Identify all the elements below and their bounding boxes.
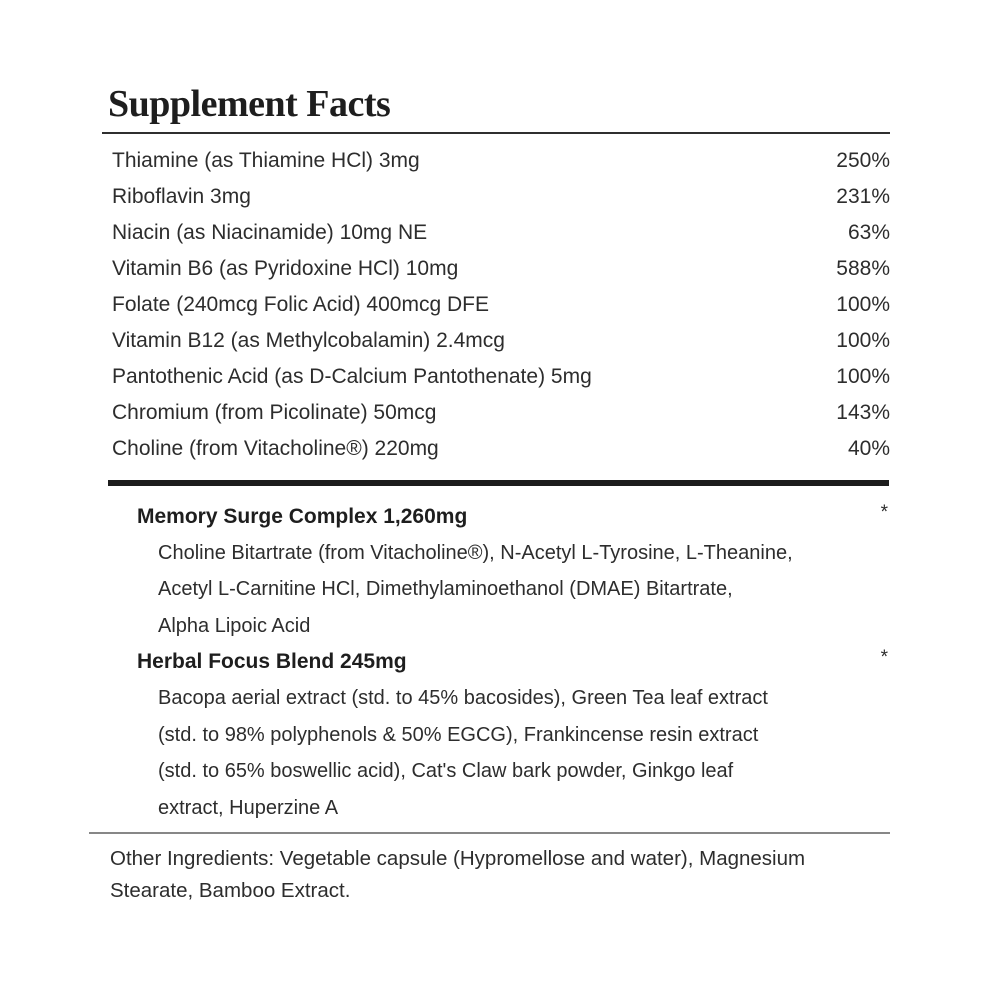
- blend-ingredient-line: extract, Huperzine A: [158, 796, 339, 819]
- nutrient-name: Chromium (from Picolinate) 50mcg: [112, 401, 437, 424]
- blend-daily-value-asterisk: *: [880, 501, 888, 523]
- nutrient-name: Riboflavin 3mg: [112, 185, 251, 208]
- nutrient-daily-value: 63%: [847, 221, 890, 244]
- title-divider: [102, 132, 890, 134]
- nutrient-daily-value: 588%: [836, 257, 890, 280]
- blend-ingredient-line: Choline Bitartrate (from Vitacholine®), N-Acetyl L-Tyrosine, L-Theanine,: [158, 541, 793, 564]
- blend-header: [89, 644, 890, 680]
- nutrient-name: Choline (from Vitacholine®) 220mg: [112, 437, 439, 460]
- blend-ingredient-line: Bacopa aerial extract (std. to 45% bacosides), Green Tea leaf extract: [158, 687, 768, 709]
- panel-title: Supplement Facts: [108, 83, 391, 125]
- blend-list: [89, 499, 890, 827]
- blend-daily-value-asterisk: *: [880, 647, 888, 668]
- nutrient-daily-value: 40%: [847, 437, 890, 460]
- footer-divider: [89, 832, 890, 834]
- blend-ingredient-line: (std. to 65% boswellic acid), Cat's Claw bark powder, Ginkgo leaf: [158, 760, 734, 782]
- blend-ingredient-line: (std. to 98% polyphenols & 50% EGCG), Frankincense resin extract: [158, 723, 759, 746]
- nutrient-daily-value: 100%: [836, 329, 890, 352]
- nutrient-name: Pantothenic Acid (as D-Calcium Pantothenate) 5mg: [112, 365, 592, 388]
- nutrient-row: [89, 395, 890, 431]
- nutrient-row: [89, 215, 890, 251]
- nutrient-name: Thiamine (as Thiamine HCl) 3mg: [112, 149, 420, 172]
- nutrient-row: [89, 251, 890, 287]
- nutrient-name: Vitamin B6 (as Pyridoxine HCl) 10mg: [112, 257, 459, 280]
- blend-name: Memory Surge Complex 1,260mg: [137, 504, 468, 528]
- nutrient-row: [89, 323, 890, 359]
- nutrient-daily-value: 250%: [836, 149, 890, 172]
- blend-ingredient-line: Alpha Lipoic Acid: [158, 614, 311, 637]
- nutrient-row: [89, 179, 890, 215]
- nutrient-list: [89, 143, 890, 467]
- section-divider-bar: [108, 480, 889, 486]
- nutrient-name: Folate (240mcg Folic Acid) 400mcg DFE: [112, 293, 489, 316]
- nutrient-daily-value: 100%: [836, 293, 890, 316]
- blend-ingredient-line: Acetyl L-Carnitine HCl, Dimethylaminoethanol (DMAE) Bitartrate,: [158, 578, 733, 600]
- other-ingredients-text: Other Ingredients: Vegetable capsule (Hypromellose and water), Magnesium Stearate, Bamboo Extract.: [110, 847, 806, 902]
- nutrient-daily-value: 231%: [836, 185, 890, 208]
- nutrient-row: [89, 431, 890, 467]
- nutrient-name: Vitamin B12 (as Methylcobalamin) 2.4mcg: [112, 329, 505, 352]
- blend-name: Herbal Focus Blend 245mg: [137, 650, 407, 673]
- blend-header: [89, 499, 890, 535]
- nutrient-row: [89, 287, 890, 323]
- nutrient-name: Niacin (as Niacinamide) 10mg NE: [112, 221, 428, 244]
- nutrient-daily-value: 143%: [836, 401, 890, 424]
- nutrient-row: [89, 143, 890, 179]
- nutrient-row: [89, 359, 890, 395]
- supplement-facts-panel: [89, 80, 890, 907]
- nutrient-daily-value: 100%: [836, 365, 890, 388]
